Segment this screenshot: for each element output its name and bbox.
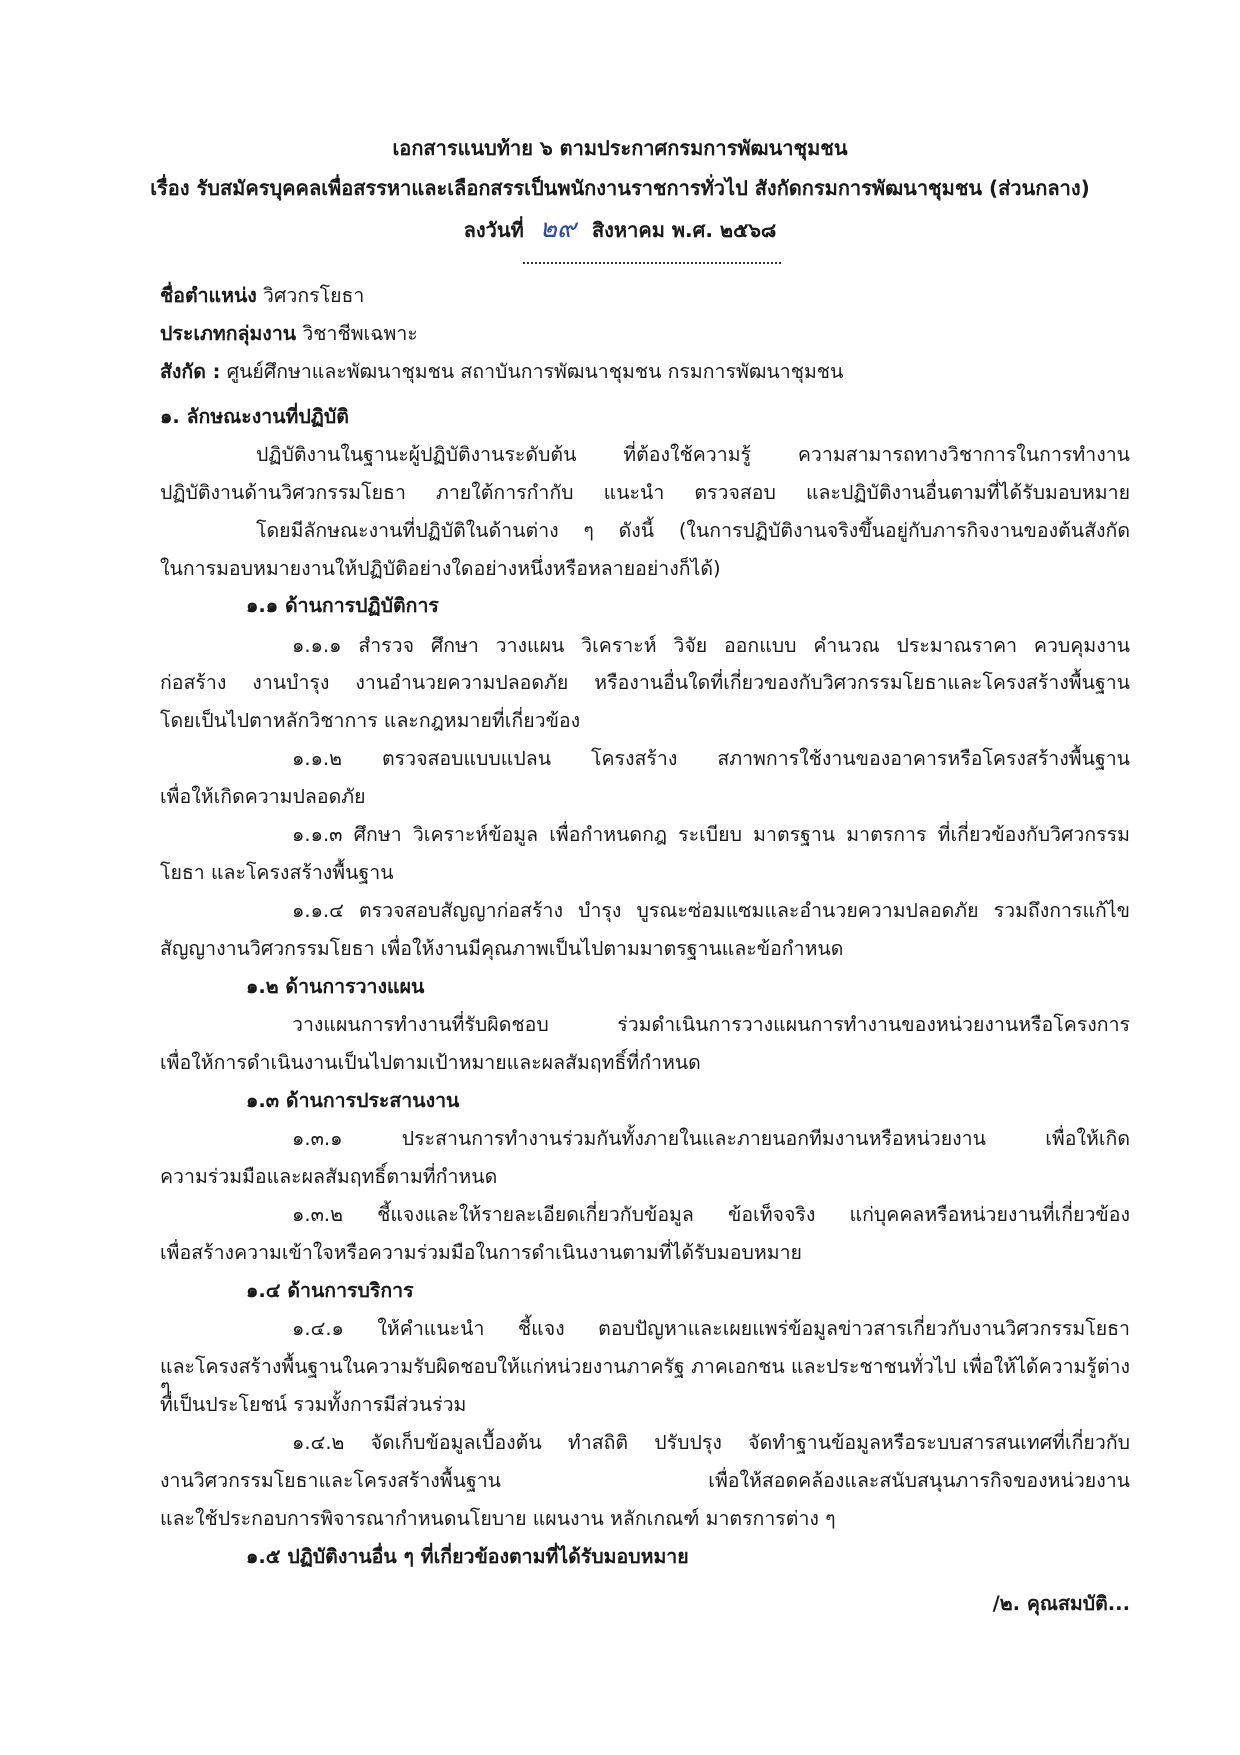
subsection-heading: ๑.๔ ด้านการบริการ bbox=[246, 1279, 414, 1302]
job-group-value: วิชาชีพเฉพาะ bbox=[302, 322, 418, 345]
body-line: ก่อสร้าง งานบำรุง งานอำนวยความปลอดภัย หรืองานอื่นใดที่เกี่ยวของกับวิศวกรรมโยธาและโครงสร้างพื้นฐาน bbox=[160, 671, 1130, 694]
body-line: ๑.๑.๓ ศึกษา วิเคราะห์ข้อมูล เพื่อกำหนดกฎ ระเบียบ มาตรฐาน มาตรการ ที่เกี่ยวข้องกับวิศวกรรม bbox=[292, 823, 1130, 846]
section-heading: ๑. ลักษณะงานที่ปฏิบัติ bbox=[160, 405, 349, 428]
job-group-line bbox=[160, 324, 418, 344]
job-group-label: ประเภทกลุ่มงาน bbox=[160, 322, 297, 345]
body-line: โดยเป็นไปตาหลักวิชาการ และกฎหมายที่เกี่ยวข้อง bbox=[160, 709, 581, 732]
body-line: ๑.๔.๑ ให้คำแนะนำ ชี้แจง ตอบปัญหาและเผยแพร่ข้อมูลข่าวสารเกี่ยวกับงานวิศวกรรมโยธา bbox=[292, 1317, 1130, 1340]
body-line: เพื่อสร้างความเข้าใจหรือความร่วมมือในการดำเนินงานตามที่ได้รับมอบหมาย bbox=[160, 1241, 802, 1264]
body-line: ความร่วมมือและผลสัมฤทธิ์ตามที่กำหนด bbox=[160, 1165, 498, 1188]
body-line: ๑.๑.๒ ตรวจสอบแบบแปลน โครงสร้าง สภาพการใช้งานของอาคารหรือโครงสร้างพื้นฐาน bbox=[292, 747, 1130, 770]
subsection-heading: ๑.๑ ด้านการปฏิบัติการ bbox=[246, 594, 439, 617]
document-date bbox=[0, 216, 1240, 242]
body-line: วางแผนการทำงานที่รับผิดชอบ ร่วมดำเนินการวางแผนการทำงานของหน่วยงานหรือโครงการ bbox=[292, 1013, 1130, 1036]
body-line: และใช้ประกอบการพิจารณากำหนดนโยบาย แผนงาน หลักเกณฑ์ มาตรการต่าง ๆ bbox=[160, 1507, 836, 1530]
body-line: โยธา และโครงสร้างพื้นฐาน bbox=[160, 861, 394, 884]
body-line: ๑.๑.๑ สำรวจ ศึกษา วางแผน วิเคราะห์ วิจัย ออกแบบ คำนวณ ประมาณราคา ควบคุมงาน bbox=[292, 634, 1130, 657]
continuation-note: /๒. คุณสมบัติ... bbox=[992, 1592, 1130, 1615]
body-line: ปฏิบัติงานด้านวิศวกรรมโยธา ภายใต้การกำกับ แนะนำ ตรวจสอบ และปฏิบัติงานอื่นตามที่ได้รับมอบหมาย bbox=[160, 481, 1130, 504]
body-line: ปฏิบัติงานในฐานะผู้ปฏิบัติงานระดับต้น ที่ต้องใช้ความรู้ ความสามารถทางวิชาการในการทำงาน bbox=[256, 443, 1130, 466]
body-line: ๑.๔.๒ จัดเก็บข้อมูลเบื้องต้น ทำสถิติ ปรับปรุง จัดทำฐานข้อมูลหรือระบบสารสนเทศที่เกี่ยวกับ bbox=[292, 1431, 1130, 1454]
body-line: งานวิศวกรรมโยธาและโครงสร้างพื้นฐาน เพื่อให้สอดคล้องและสนับสนุนภารกิจของหน่วยงาน bbox=[160, 1469, 1130, 1492]
body-line: ที่เป็นประโยชน์ รวมทั้งการมีส่วนร่วม bbox=[160, 1393, 467, 1416]
body-line: ในการมอบหมายงานให้ปฏิบัติอย่างใดอย่างหนึ่งหรือหลายอย่างก็ได้) bbox=[160, 557, 721, 580]
date-month-year: สิงหาคม พ.ศ. ๒๕๖๘ bbox=[591, 218, 777, 242]
document-subject: เรื่อง รับสมัครบุคคลเพื่อสรรหาและเลือกสรรเป็นพนักงานราชการทั่วไป สังกัดกรมการพัฒนาชุมชน (ส่วนกลาง) bbox=[150, 176, 1090, 200]
body-line: ๑.๑.๔ ตรวจสอบสัญญาก่อสร้าง บำรุง บูรณะซ่อมแซมและอำนวยความปลอดภัย รวมถึงการแก้ไข bbox=[292, 899, 1130, 922]
subsection-heading: ๑.๒ ด้านการวางแผน bbox=[246, 975, 425, 998]
affiliation-value: ศูนย์ศึกษาและพัฒนาชุมชน สถาบันการพัฒนาชุมชน กรมการพัฒนาชุมชน bbox=[226, 360, 844, 383]
position-label: ชื่อตำแหน่ง bbox=[160, 284, 257, 307]
body-line: เพื่อให้เกิดความปลอดภัย bbox=[160, 785, 366, 808]
date-day-handwritten: ๒๙ bbox=[539, 214, 576, 244]
body-line: ๑.๓.๒ ชี้แจงและให้รายละเอียดเกี่ยวกับข้อมูล ข้อเท็จจริง แก่บุคคลหรือหน่วยงานที่เกี่ยวข้อง bbox=[292, 1203, 1130, 1226]
affiliation-line bbox=[160, 362, 843, 382]
position-line bbox=[160, 286, 364, 306]
subsection-heading: ๑.๓ ด้านการประสานงาน bbox=[246, 1089, 460, 1112]
subsection-heading: ๑.๕ ปฏิบัติงานอื่น ๆ ที่เกี่ยวข้องตามที่ได้รับมอบหมาย bbox=[246, 1545, 689, 1568]
position-value: วิศวกรโยธา bbox=[263, 284, 365, 307]
body-line: และโครงสร้างพื้นฐานในความรับผิดชอบให้แก่หน่วยงานภาครัฐ ภาคเอกชน และประชาชนทั่วไป เพื่อให้ได้ความรู้ต่าง ๆ bbox=[160, 1355, 1130, 1398]
body-line: สัญญางานวิศวกรรมโยธา เพื่อให้งานมีคุณภาพเป็นไปตามมาตรฐานและข้อกำหนด bbox=[160, 937, 844, 960]
document-title: เอกสารแนบท้าย ๖ ตามประกาศกรมการพัฒนาชุมชน bbox=[392, 136, 848, 160]
date-prefix: ลงวันที่ bbox=[463, 218, 524, 242]
dotted-separator bbox=[523, 262, 781, 264]
body-line: โดยมีลักษณะงานที่ปฏิบัติในด้านต่าง ๆ ดังนี้ (ในการปฏิบัติงานจริงขึ้นอยู่กับภารกิจงานของต้นสังกัด bbox=[256, 519, 1130, 542]
body-line: ๑.๓.๑ ประสานการทำงานร่วมกันทั้งภายในและภายนอกทีมงานหรือหน่วยงาน เพื่อให้เกิด bbox=[292, 1127, 1130, 1150]
affiliation-label: สังกัด : bbox=[160, 360, 221, 383]
body-line: เพื่อให้การดำเนินงานเป็นไปตามเป้าหมายและผลสัมฤทธิ์ที่กำหนด bbox=[160, 1051, 701, 1074]
